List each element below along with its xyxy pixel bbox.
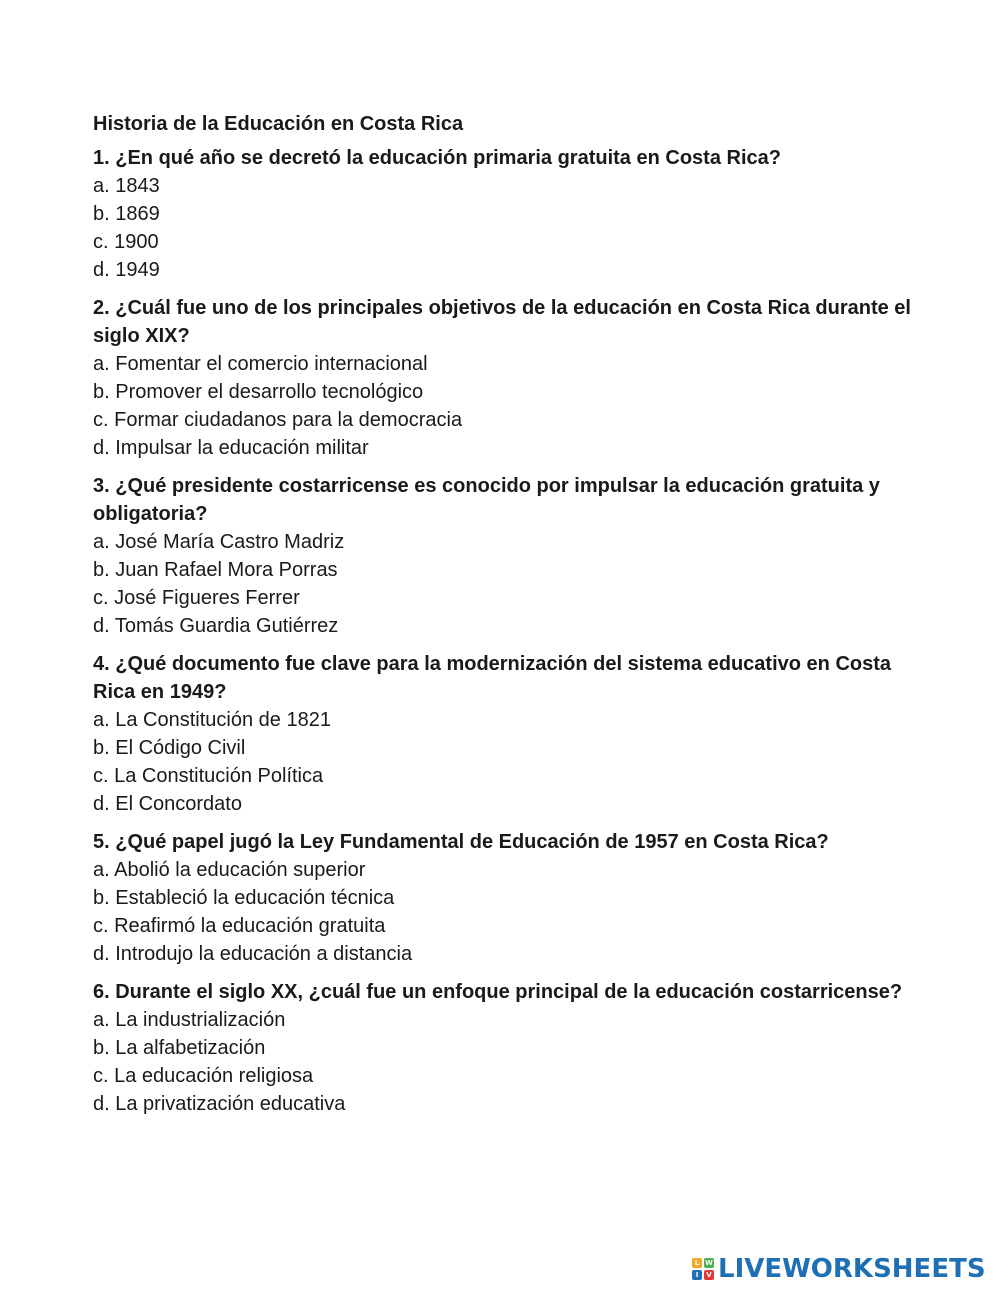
answer-option-b: b. La alfabetización — [93, 1037, 266, 1059]
answer-option-c: c. Formar ciudadanos para la democracia — [93, 409, 463, 431]
answer-option-b: b. Estableció la educación técnica — [93, 887, 395, 909]
question-2 — [93, 294, 913, 462]
question-4 — [93, 650, 913, 818]
answer-option-c: c. José Figueres Ferrer — [93, 587, 300, 609]
liveworksheets-logo-icon — [692, 1258, 714, 1280]
answer-option-c: c. Reafirmó la educación gratuita — [93, 915, 386, 937]
answer-option-d: d. Tomás Guardia Gutiérrez — [93, 615, 339, 637]
answer-option-a: a. Abolió la educación superior — [93, 859, 366, 881]
answer-option-c: c. 1900 — [93, 231, 159, 253]
question-text: 4. ¿Qué documento fue clave para la modernización del sistema educativo en Costa Rica en 1949? — [93, 653, 892, 703]
logo-mark-cell: W — [705, 1259, 713, 1267]
answer-option-a: a. 1843 — [93, 175, 160, 197]
question-text: 5. ¿Qué papel jugó la Ley Fundamental de Educación de 1957 en Costa Rica? — [93, 831, 829, 853]
liveworksheets-logo — [692, 1253, 986, 1285]
answer-option-b: b. El Código Civil — [93, 737, 246, 759]
page-title: Historia de la Educación en Costa Rica — [93, 113, 464, 135]
question-text: 1. ¿En qué año se decretó la educación primaria gratuita en Costa Rica? — [93, 147, 781, 169]
logo-mark-cell: L — [692, 1258, 702, 1268]
question-text: 6. Durante el siglo XX, ¿cuál fue un enfoque principal de la educación costarricense? — [93, 981, 903, 1003]
answer-option-d: d. El Concordato — [93, 793, 242, 815]
answer-option-c: c. La educación religiosa — [93, 1065, 314, 1087]
answer-option-b: b. Juan Rafael Mora Porras — [93, 559, 338, 581]
logo-mark-cell: V — [704, 1270, 714, 1280]
answer-option-d: d. 1949 — [93, 259, 160, 281]
answer-option-d: d. Impulsar la educación militar — [93, 437, 369, 459]
answer-option-d: d. La privatización educativa — [93, 1093, 346, 1115]
question-3 — [93, 472, 913, 640]
logo-wordmark: LIVEWORKSHEETS — [718, 1254, 986, 1284]
answer-option-c: c. La Constitución Política — [93, 765, 324, 787]
answer-option-a: a. La industrialización — [93, 1009, 286, 1031]
answer-option-a: a. José María Castro Madriz — [93, 531, 345, 553]
worksheet-page — [93, 110, 913, 1128]
answer-option-b: b. Promover el desarrollo tecnológico — [93, 381, 424, 403]
question-5 — [93, 828, 913, 968]
logo-mark-cell: I — [692, 1270, 702, 1280]
answer-option-a: a. Fomentar el comercio internacional — [93, 353, 428, 375]
answer-option-b: b. 1869 — [93, 203, 160, 225]
question-6 — [93, 978, 913, 1118]
question-1 — [93, 144, 913, 284]
question-text: 2. ¿Cuál fue uno de los principales objetivos de la educación en Costa Rica durante el siglo XIX? — [93, 297, 911, 347]
question-text: 3. ¿Qué presidente costarricense es conocido por impulsar la educación gratuita y obligatoria? — [93, 475, 880, 525]
answer-option-a: a. La Constitución de 1821 — [93, 709, 331, 731]
answer-option-d: d. Introdujo la educación a distancia — [93, 943, 413, 965]
